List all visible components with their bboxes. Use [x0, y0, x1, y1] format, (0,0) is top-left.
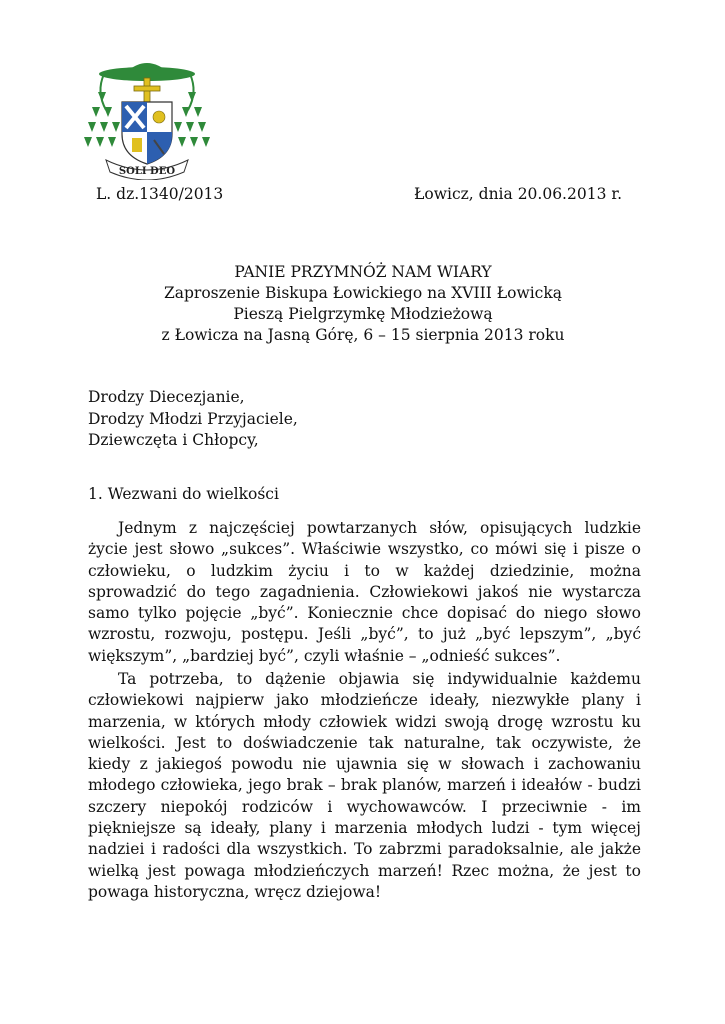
motto-text: SOLI DEO [118, 166, 176, 177]
body-paragraph: Jednym z najczęściej powtarzanych słów, opisujących ludzkie życie jest słowo „sukces”. Właściwie wszystko, co mówi się i pisze o człowieku, o ludzkim życiu i to w każdej dziedzinie, można sprowadzić do tego zagadnienia. Człowiekowi jakoś nie wystarcza samo tylko pojęcie „być”. Koniecznie chce dopisać do niego słowo wzrostu, rozwoju, postępu. Jeśli „być”, to już „być lepszym”, „być większym”, „bardziej być”, czyli właśnie – „odnieść sukces”. [88, 519, 641, 665]
reference-number: L. dz.1340/2013 [96, 185, 224, 203]
reference-line [96, 185, 622, 203]
salutation-line: Dziewczęta i Chłopcy, [88, 431, 259, 449]
section-heading: 1. Wezwani do wielkości [88, 485, 279, 503]
motto-ribbon [78, 52, 216, 180]
title-subtitle-line: Pieszą Pielgrzymkę Młodzieżową [233, 305, 493, 323]
salutation-line: Drodzy Diecezjanie, [88, 388, 245, 406]
place-and-date: Łowicz, dnia 20.06.2013 r. [414, 185, 622, 203]
salutation-line: Drodzy Młodzi Przyjaciele, [88, 409, 298, 428]
salutation [88, 387, 298, 452]
title-subtitle-line: Zaproszenie Biskupa Łowickiego na XVIII Łowicką [164, 284, 562, 302]
letter-title: PANIE PRZYMNÓŻ NAM WIARY [234, 263, 492, 281]
title-subtitle-line: z Łowicza na Jasną Górę, 6 – 15 sierpnia 2013 roku [161, 326, 565, 344]
title-block [60, 262, 666, 346]
body-paragraph: Ta potrzeba, to dążenie objawia się indywidualnie każdemu człowiekowi najpierw jako młodzieńcze ideały, niezwykłe plany i marzenia, w których młody człowiek widzi swoją drogę wzrostu ku wielkości. Jest to doświadczenie tak naturalne, tak oczywiste, że kiedy z jakiegoś powodu nie ujawnia się w słowach i zachowaniu młodego człowieka, jego brak – brak planów, marzeń i ideałów - budzi szczery niepokój rodziców i wychowawców. I przeciwnie - im piękniejsze są ideały, plany i marzenia młodych ludzi - tym więcej nadziei i radości dla wszystkich. To zabrzmi paradoksalnie, ale jakże wielką jest powaga młodzieńczych marzeń! Rzec można, że jest to powaga historyczna, wręcz dziejowa! [88, 670, 641, 901]
